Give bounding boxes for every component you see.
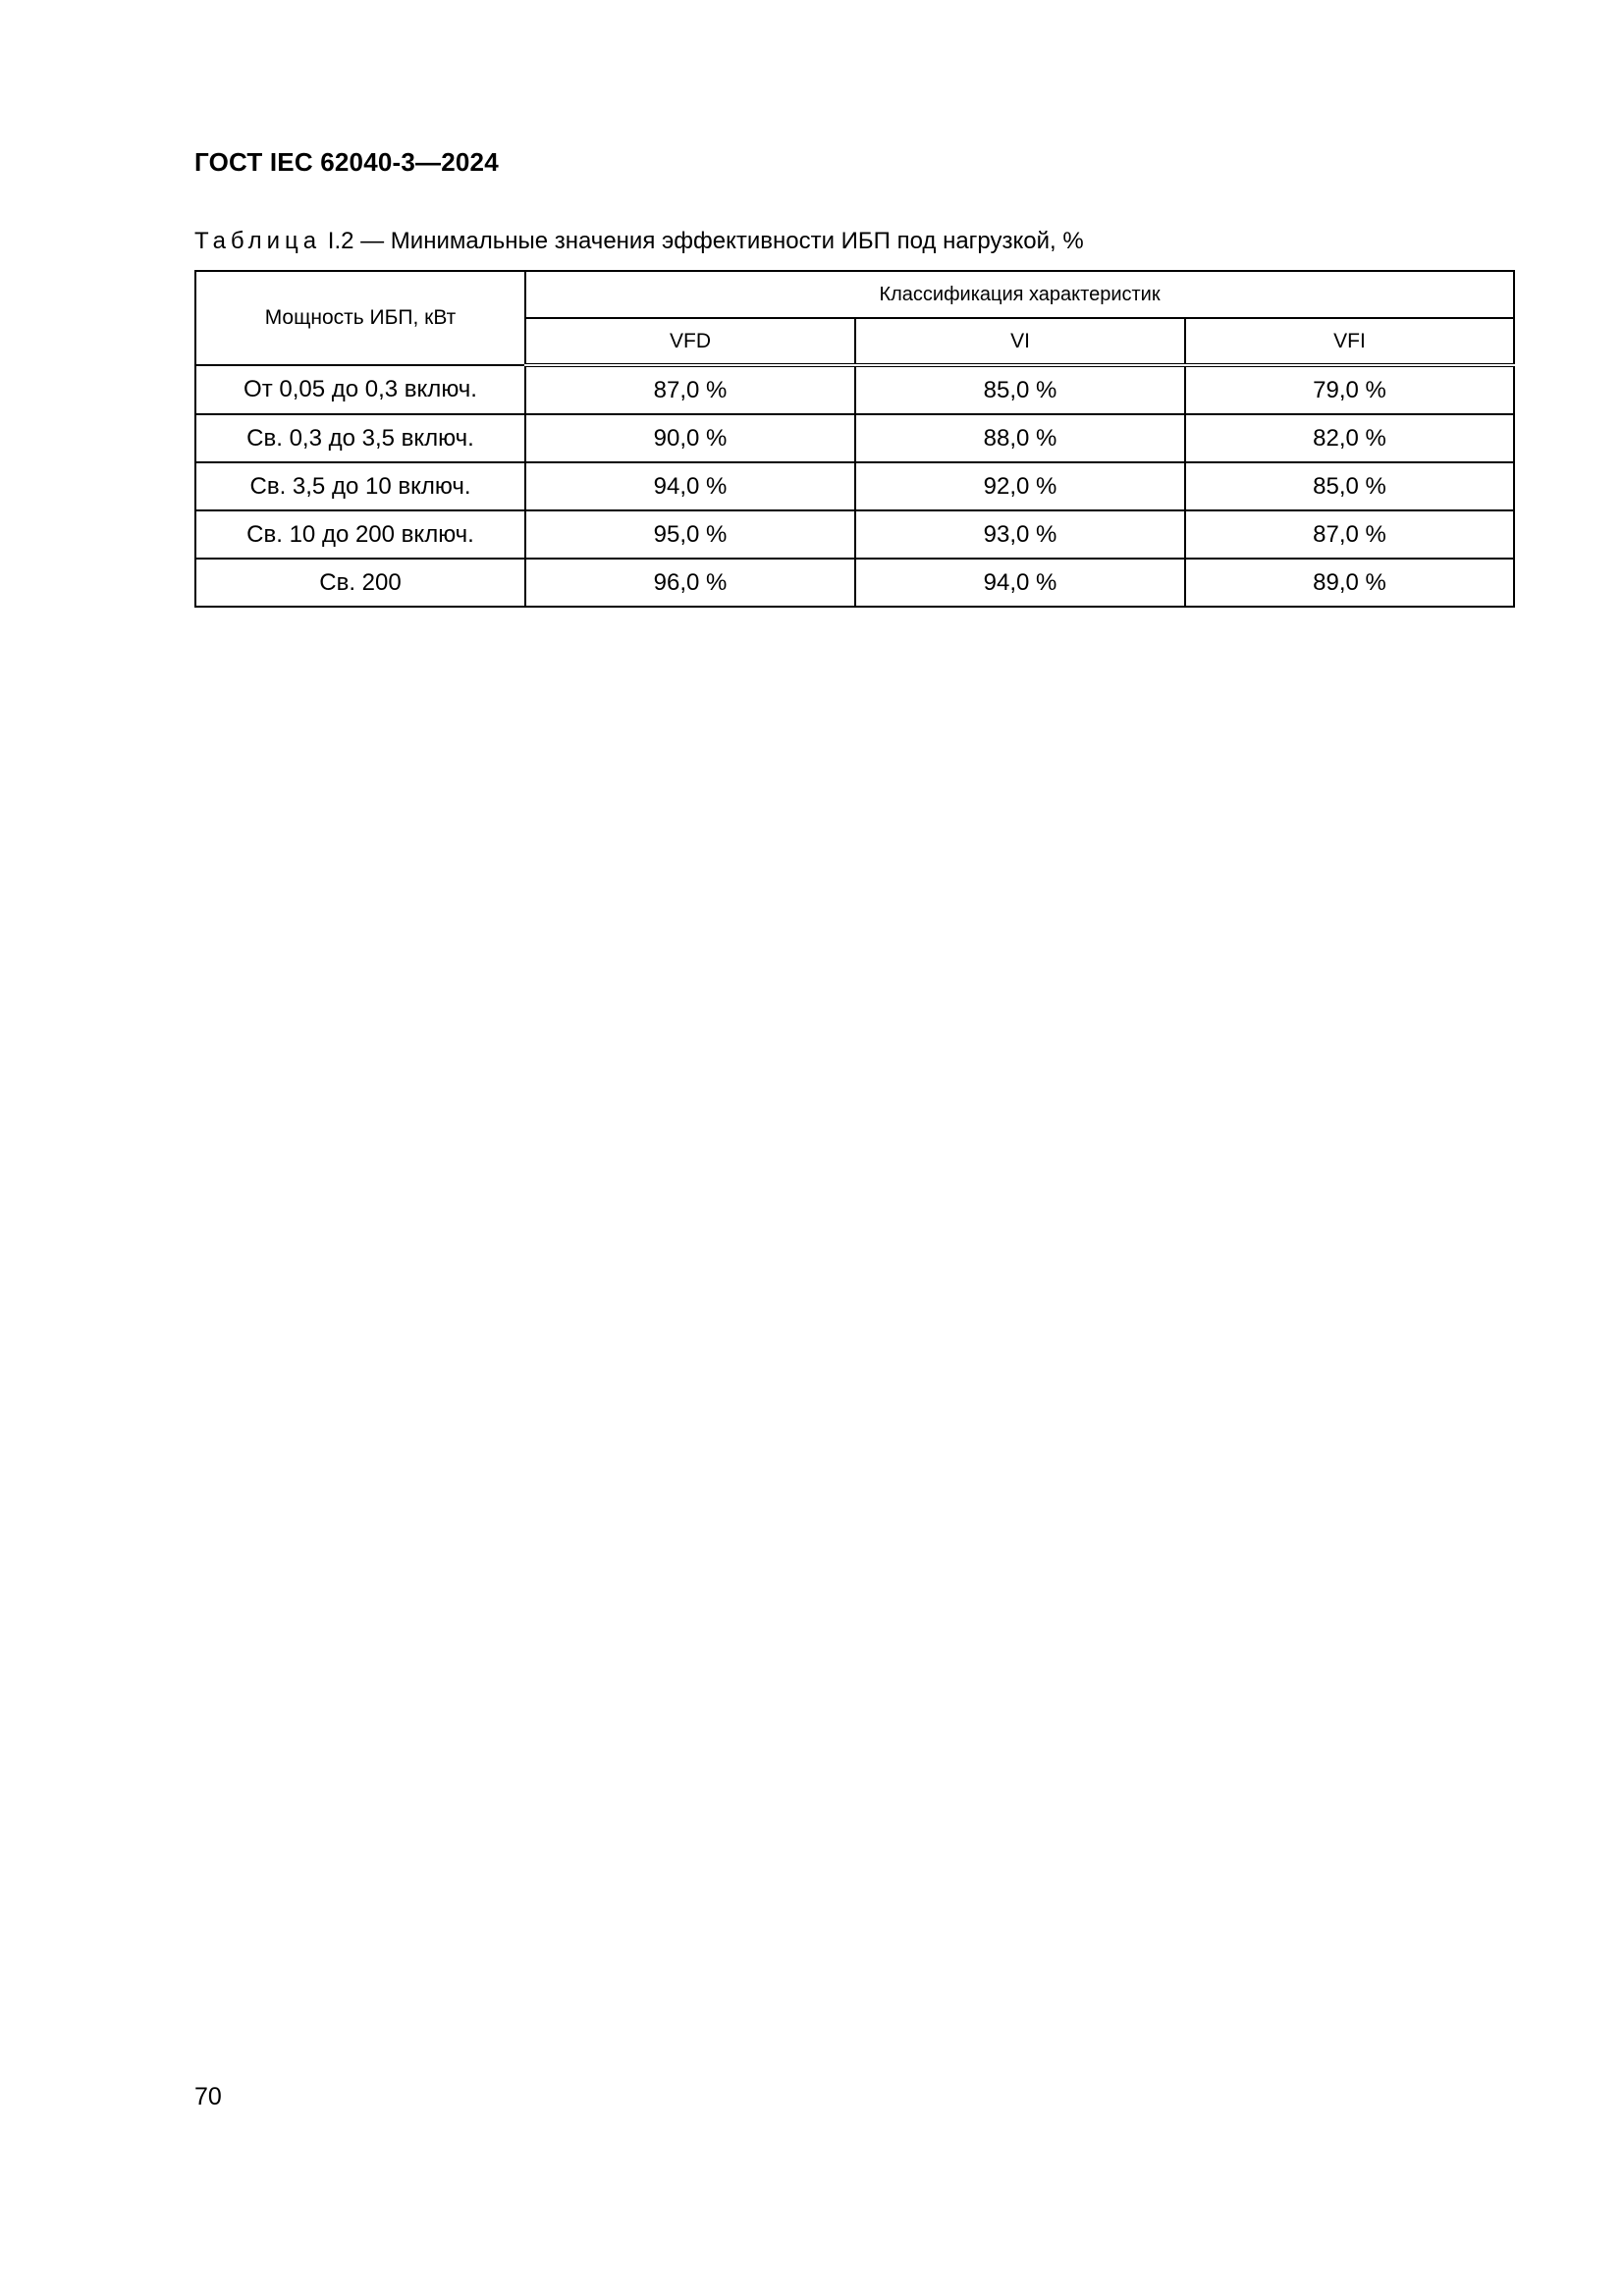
table-header-row (195, 271, 1514, 318)
cell-vi: 94,0 % (855, 559, 1185, 607)
column-header-vfd: VFD (525, 318, 855, 365)
cell-vfd: 95,0 % (525, 510, 855, 559)
cell-vi: 88,0 % (855, 414, 1185, 462)
cell-vfi: 89,0 % (1185, 559, 1514, 607)
cell-vfd: 96,0 % (525, 559, 855, 607)
efficiency-table-container (194, 270, 1513, 608)
row-header-power: Мощность ИБП, кВт (195, 271, 525, 365)
table-caption-text: I.2 — Минимальные значения эффективности ИБП под нагрузкой, % (321, 228, 1084, 254)
column-header-vfi: VFI (1185, 318, 1514, 365)
cell-vfi: 82,0 % (1185, 414, 1514, 462)
efficiency-table (194, 270, 1515, 608)
table-row (195, 510, 1514, 559)
table-row (195, 462, 1514, 510)
table-row (195, 365, 1514, 414)
cell-vfd: 90,0 % (525, 414, 855, 462)
group-header-classification: Классификация характеристик (525, 271, 1514, 318)
table-caption (194, 228, 1084, 255)
cell-vfi: 87,0 % (1185, 510, 1514, 559)
cell-vfd: 94,0 % (525, 462, 855, 510)
cell-vi: 92,0 % (855, 462, 1185, 510)
cell-vfd: 87,0 % (525, 365, 855, 414)
cell-power: Св. 200 (195, 559, 525, 607)
page-number: 70 (194, 2083, 222, 2110)
table-caption-prefix: Таблица (194, 228, 322, 254)
cell-power: Св. 0,3 до 3,5 включ. (195, 414, 525, 462)
table-row (195, 414, 1514, 462)
cell-vfi: 85,0 % (1185, 462, 1514, 510)
cell-vfi: 79,0 % (1185, 365, 1514, 414)
column-header-vi: VI (855, 318, 1185, 365)
cell-vi: 93,0 % (855, 510, 1185, 559)
standard-code-header: ГОСТ IEC 62040-3—2024 (194, 147, 499, 177)
cell-vi: 85,0 % (855, 365, 1185, 414)
cell-power: Св. 3,5 до 10 включ. (195, 462, 525, 510)
cell-power: Св. 10 до 200 включ. (195, 510, 525, 559)
table-row (195, 559, 1514, 607)
cell-power: От 0,05 до 0,3 включ. (195, 365, 525, 414)
